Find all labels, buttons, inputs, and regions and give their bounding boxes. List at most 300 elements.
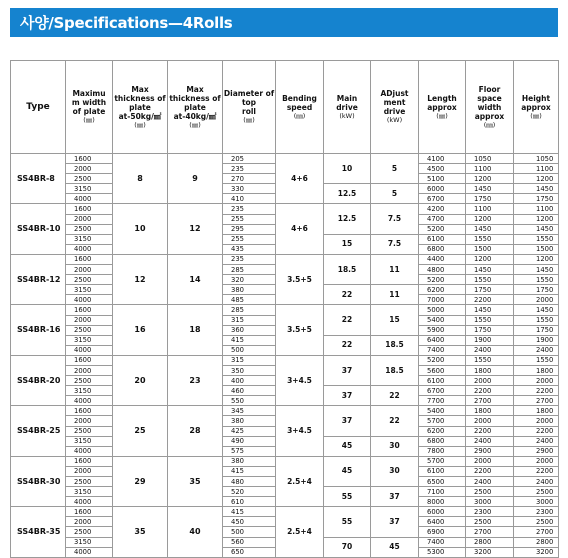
height-cell: 2400 bbox=[514, 436, 559, 446]
max-width-cell: 4000 bbox=[66, 547, 113, 557]
roll-diameter-cell: 410 bbox=[223, 194, 276, 204]
page-title: 사양/Specifications—4Rolls bbox=[10, 8, 558, 37]
thickness-50-cell: 29 bbox=[113, 456, 168, 506]
adjustment-drive-cell: 22 bbox=[371, 406, 419, 436]
header-main-drive bbox=[324, 61, 371, 154]
thickness-40-cell: 23 bbox=[168, 355, 223, 405]
thickness-50-cell: 12 bbox=[113, 254, 168, 304]
length-cell: 7700 bbox=[419, 396, 466, 406]
height-cell: 2200 bbox=[514, 426, 559, 436]
bending-speed-cell: 3.5+5 bbox=[276, 254, 324, 304]
floor-space-cell: 2400 bbox=[466, 477, 514, 487]
max-width-cell: 3150 bbox=[66, 184, 113, 194]
adjustment-drive-cell: 22 bbox=[371, 386, 419, 406]
roll-diameter-cell: 285 bbox=[223, 305, 276, 315]
max-width-cell: 4000 bbox=[66, 446, 113, 456]
max-width-cell: 1600 bbox=[66, 254, 113, 264]
height-cell: 1750 bbox=[514, 194, 559, 204]
header-label: Type bbox=[26, 101, 50, 112]
main-drive-cell: 12.5 bbox=[324, 184, 371, 204]
height-cell: 2000 bbox=[514, 416, 559, 426]
main-drive-cell: 70 bbox=[324, 537, 371, 557]
header-unit: (㎜) bbox=[83, 116, 95, 124]
roll-diameter-cell: 235 bbox=[223, 164, 276, 174]
height-cell: 2000 bbox=[514, 456, 559, 466]
header-unit: (㎜) bbox=[530, 111, 542, 120]
length-cell: 5700 bbox=[419, 416, 466, 426]
floor-space-cell: 1450 bbox=[466, 184, 514, 194]
height-cell: 2000 bbox=[514, 376, 559, 386]
max-width-cell: 2000 bbox=[66, 214, 113, 224]
main-drive-cell: 55 bbox=[324, 507, 371, 537]
floor-space-cell: 1550 bbox=[466, 275, 514, 285]
max-width-cell: 1600 bbox=[66, 355, 113, 365]
roll-diameter-cell: 485 bbox=[223, 295, 276, 305]
roll-diameter-cell: 500 bbox=[223, 527, 276, 537]
max-width-cell: 2500 bbox=[66, 275, 113, 285]
length-cell: 5900 bbox=[419, 325, 466, 335]
header-unit: (㎜) bbox=[243, 116, 255, 124]
bending-speed-cell: 3.5+5 bbox=[276, 305, 324, 355]
roll-diameter-cell: 270 bbox=[223, 174, 276, 184]
length-cell: 7400 bbox=[419, 345, 466, 355]
height-cell: 1050 bbox=[514, 154, 559, 164]
specifications-table bbox=[10, 60, 559, 558]
header-label: ADjust ment drive bbox=[380, 89, 409, 116]
roll-diameter-cell: 415 bbox=[223, 335, 276, 345]
type-cell: SS4BR-10 bbox=[11, 204, 66, 254]
adjustment-drive-cell: 11 bbox=[371, 285, 419, 305]
max-width-cell: 1600 bbox=[66, 456, 113, 466]
length-cell: 6200 bbox=[419, 285, 466, 295]
header-unit: (㎜) bbox=[436, 111, 448, 120]
roll-diameter-cell: 345 bbox=[223, 406, 276, 416]
header-max-thickness-50 bbox=[113, 61, 168, 154]
length-cell: 6100 bbox=[419, 466, 466, 476]
height-cell: 2200 bbox=[514, 466, 559, 476]
adjustment-drive-cell: 18.5 bbox=[371, 355, 419, 385]
length-cell: 5300 bbox=[419, 547, 466, 557]
thickness-40-cell: 35 bbox=[168, 456, 223, 506]
max-width-cell: 4000 bbox=[66, 295, 113, 305]
thickness-50-cell: 10 bbox=[113, 204, 168, 254]
roll-diameter-cell: 235 bbox=[223, 254, 276, 264]
table-body bbox=[11, 154, 559, 558]
floor-space-cell: 1200 bbox=[466, 214, 514, 224]
thickness-40-cell: 9 bbox=[168, 154, 223, 204]
roll-diameter-cell: 320 bbox=[223, 275, 276, 285]
height-cell: 1200 bbox=[514, 254, 559, 264]
height-cell: 3000 bbox=[514, 497, 559, 507]
type-cell: SS4BR-35 bbox=[11, 507, 66, 557]
type-cell: SS4BR-20 bbox=[11, 355, 66, 405]
header-top-roll-diameter bbox=[223, 61, 276, 154]
floor-space-cell: 3000 bbox=[466, 497, 514, 507]
max-width-cell: 3150 bbox=[66, 386, 113, 396]
adjustment-drive-cell: 11 bbox=[371, 254, 419, 284]
max-width-cell: 4000 bbox=[66, 194, 113, 204]
height-cell: 3200 bbox=[514, 547, 559, 557]
header-length bbox=[419, 61, 466, 154]
max-width-cell: 1600 bbox=[66, 154, 113, 164]
length-cell: 8000 bbox=[419, 497, 466, 507]
length-cell: 6800 bbox=[419, 436, 466, 446]
main-drive-cell: 45 bbox=[324, 456, 371, 486]
length-cell: 6100 bbox=[419, 234, 466, 244]
height-cell: 2200 bbox=[514, 386, 559, 396]
floor-space-cell: 1100 bbox=[466, 164, 514, 174]
length-cell: 4400 bbox=[419, 254, 466, 264]
header-unit: (㎜) bbox=[189, 120, 201, 129]
table-row bbox=[11, 406, 559, 416]
type-cell: SS4BR-16 bbox=[11, 305, 66, 355]
max-width-cell: 3150 bbox=[66, 234, 113, 244]
roll-diameter-cell: 255 bbox=[223, 234, 276, 244]
roll-diameter-cell: 575 bbox=[223, 446, 276, 456]
max-width-cell: 2000 bbox=[66, 365, 113, 375]
floor-space-cell: 1750 bbox=[466, 325, 514, 335]
type-cell: SS4BR-8 bbox=[11, 154, 66, 204]
type-cell: SS4BR-30 bbox=[11, 456, 66, 506]
roll-diameter-cell: 610 bbox=[223, 497, 276, 507]
height-cell: 1500 bbox=[514, 244, 559, 254]
roll-diameter-cell: 350 bbox=[223, 365, 276, 375]
height-cell: 1550 bbox=[514, 275, 559, 285]
roll-diameter-cell: 380 bbox=[223, 285, 276, 295]
floor-space-cell: 1550 bbox=[466, 315, 514, 325]
floor-space-cell: 1750 bbox=[466, 285, 514, 295]
max-width-cell: 2500 bbox=[66, 325, 113, 335]
height-cell: 1750 bbox=[514, 285, 559, 295]
floor-space-cell: 1450 bbox=[466, 265, 514, 275]
length-cell: 7000 bbox=[419, 295, 466, 305]
max-width-cell: 2500 bbox=[66, 224, 113, 234]
roll-diameter-cell: 490 bbox=[223, 436, 276, 446]
thickness-40-cell: 14 bbox=[168, 254, 223, 304]
thickness-50-cell: 35 bbox=[113, 507, 168, 557]
length-cell: 5600 bbox=[419, 365, 466, 375]
adjustment-drive-cell: 18.5 bbox=[371, 335, 419, 355]
length-cell: 5200 bbox=[419, 355, 466, 365]
height-cell: 2000 bbox=[514, 295, 559, 305]
max-width-cell: 4000 bbox=[66, 345, 113, 355]
length-cell: 5700 bbox=[419, 456, 466, 466]
floor-space-cell: 1800 bbox=[466, 365, 514, 375]
header-height bbox=[514, 61, 559, 154]
floor-space-cell: 2500 bbox=[466, 517, 514, 527]
adjustment-drive-cell: 45 bbox=[371, 537, 419, 557]
length-cell: 6400 bbox=[419, 517, 466, 527]
thickness-40-cell: 12 bbox=[168, 204, 223, 254]
roll-diameter-cell: 255 bbox=[223, 214, 276, 224]
floor-space-cell: 2400 bbox=[466, 345, 514, 355]
main-drive-cell: 15 bbox=[324, 234, 371, 254]
main-drive-cell: 55 bbox=[324, 487, 371, 507]
header-max-thickness-40 bbox=[168, 61, 223, 154]
table-row bbox=[11, 507, 559, 517]
roll-diameter-cell: 380 bbox=[223, 456, 276, 466]
roll-diameter-cell: 450 bbox=[223, 517, 276, 527]
max-width-cell: 2500 bbox=[66, 174, 113, 184]
floor-space-cell: 2000 bbox=[466, 456, 514, 466]
header-type bbox=[11, 61, 66, 154]
floor-space-cell: 2000 bbox=[466, 376, 514, 386]
thickness-50-cell: 16 bbox=[113, 305, 168, 355]
length-cell: 7400 bbox=[419, 537, 466, 547]
table-row bbox=[11, 254, 559, 264]
max-width-cell: 2000 bbox=[66, 517, 113, 527]
max-width-cell: 2500 bbox=[66, 477, 113, 487]
height-cell: 1550 bbox=[514, 315, 559, 325]
height-cell: 1450 bbox=[514, 184, 559, 194]
header-label: Height approx bbox=[521, 93, 551, 112]
length-cell: 6700 bbox=[419, 194, 466, 204]
main-drive-cell: 12.5 bbox=[324, 204, 371, 234]
table-header-row bbox=[11, 61, 559, 154]
max-width-cell: 4000 bbox=[66, 396, 113, 406]
type-cell: SS4BR-12 bbox=[11, 254, 66, 304]
height-cell: 2700 bbox=[514, 396, 559, 406]
max-width-cell: 3150 bbox=[66, 335, 113, 345]
main-drive-cell: 22 bbox=[324, 335, 371, 355]
max-width-cell: 1600 bbox=[66, 305, 113, 315]
max-width-cell: 1600 bbox=[66, 507, 113, 517]
floor-space-cell: 1050 bbox=[466, 154, 514, 164]
table-row bbox=[11, 456, 559, 466]
height-cell: 2800 bbox=[514, 537, 559, 547]
max-width-cell: 2000 bbox=[66, 416, 113, 426]
length-cell: 6800 bbox=[419, 244, 466, 254]
height-cell: 2500 bbox=[514, 487, 559, 497]
roll-diameter-cell: 650 bbox=[223, 547, 276, 557]
header-unit: (kW) bbox=[386, 116, 403, 124]
table-row bbox=[11, 355, 559, 365]
header-bending-speed bbox=[276, 61, 324, 154]
thickness-40-cell: 28 bbox=[168, 406, 223, 456]
bending-speed-cell: 4+6 bbox=[276, 154, 324, 204]
height-cell: 1900 bbox=[514, 335, 559, 345]
adjustment-drive-cell: 37 bbox=[371, 507, 419, 537]
main-drive-cell: 37 bbox=[324, 406, 371, 436]
adjustment-drive-cell: 7.5 bbox=[371, 234, 419, 254]
header-label: Bending speed bbox=[282, 93, 317, 112]
height-cell: 2400 bbox=[514, 477, 559, 487]
max-width-cell: 2000 bbox=[66, 315, 113, 325]
floor-space-cell: 1550 bbox=[466, 234, 514, 244]
adjustment-drive-cell: 15 bbox=[371, 305, 419, 335]
header-label: Max thickness of plate at-40kg/㎟ bbox=[169, 84, 221, 121]
floor-space-cell: 2000 bbox=[466, 416, 514, 426]
thickness-40-cell: 40 bbox=[168, 507, 223, 557]
roll-diameter-cell: 415 bbox=[223, 507, 276, 517]
floor-space-cell: 1200 bbox=[466, 254, 514, 264]
floor-space-cell: 2800 bbox=[466, 537, 514, 547]
length-cell: 6100 bbox=[419, 376, 466, 386]
length-cell: 6000 bbox=[419, 184, 466, 194]
floor-space-cell: 1100 bbox=[466, 204, 514, 214]
floor-space-cell: 1450 bbox=[466, 224, 514, 234]
floor-space-cell: 1900 bbox=[466, 335, 514, 345]
max-width-cell: 2000 bbox=[66, 265, 113, 275]
header-label: Max thickness of plate at-50kg/㎟ bbox=[114, 84, 166, 121]
roll-diameter-cell: 560 bbox=[223, 537, 276, 547]
header-unit: (kW) bbox=[339, 111, 355, 120]
floor-space-cell: 1550 bbox=[466, 355, 514, 365]
height-cell: 1450 bbox=[514, 224, 559, 234]
max-width-cell: 2500 bbox=[66, 426, 113, 436]
adjustment-drive-cell: 30 bbox=[371, 436, 419, 456]
roll-diameter-cell: 435 bbox=[223, 244, 276, 254]
floor-space-cell: 1500 bbox=[466, 244, 514, 254]
length-cell: 5400 bbox=[419, 315, 466, 325]
floor-space-cell: 2200 bbox=[466, 426, 514, 436]
length-cell: 7100 bbox=[419, 487, 466, 497]
thickness-50-cell: 8 bbox=[113, 154, 168, 204]
length-cell: 6400 bbox=[419, 335, 466, 345]
height-cell: 1450 bbox=[514, 265, 559, 275]
height-cell: 1550 bbox=[514, 355, 559, 365]
max-width-cell: 4000 bbox=[66, 497, 113, 507]
adjustment-drive-cell: 5 bbox=[371, 154, 419, 184]
length-cell: 6000 bbox=[419, 507, 466, 517]
length-cell: 4500 bbox=[419, 164, 466, 174]
floor-space-cell: 1750 bbox=[466, 194, 514, 204]
length-cell: 7800 bbox=[419, 446, 466, 456]
max-width-cell: 3150 bbox=[66, 436, 113, 446]
header-floor-space-width bbox=[466, 61, 514, 154]
thickness-50-cell: 20 bbox=[113, 355, 168, 405]
header-label: Maximu m width of plate bbox=[71, 89, 107, 116]
roll-diameter-cell: 235 bbox=[223, 204, 276, 214]
height-cell: 1200 bbox=[514, 214, 559, 224]
length-cell: 4200 bbox=[419, 204, 466, 214]
height-cell: 1100 bbox=[514, 164, 559, 174]
max-width-cell: 1600 bbox=[66, 406, 113, 416]
bending-speed-cell: 4+6 bbox=[276, 204, 324, 254]
height-cell: 1100 bbox=[514, 204, 559, 214]
main-drive-cell: 37 bbox=[324, 386, 371, 406]
floor-space-cell: 2700 bbox=[466, 396, 514, 406]
height-cell: 1450 bbox=[514, 305, 559, 315]
length-cell: 4700 bbox=[419, 214, 466, 224]
header-label: Diameter of top roll bbox=[223, 89, 275, 116]
max-width-cell: 3150 bbox=[66, 285, 113, 295]
length-cell: 6500 bbox=[419, 477, 466, 487]
length-cell: 4100 bbox=[419, 154, 466, 164]
roll-diameter-cell: 520 bbox=[223, 487, 276, 497]
bending-speed-cell: 2.5+4 bbox=[276, 456, 324, 506]
max-width-cell: 1600 bbox=[66, 204, 113, 214]
height-cell: 1800 bbox=[514, 406, 559, 416]
height-cell: 2500 bbox=[514, 517, 559, 527]
main-drive-cell: 37 bbox=[324, 355, 371, 385]
roll-diameter-cell: 480 bbox=[223, 477, 276, 487]
adjustment-drive-cell: 7.5 bbox=[371, 204, 419, 234]
max-width-cell: 2000 bbox=[66, 164, 113, 174]
length-cell: 5400 bbox=[419, 406, 466, 416]
bending-speed-cell: 2.5+4 bbox=[276, 507, 324, 557]
main-drive-cell: 18.5 bbox=[324, 254, 371, 284]
height-cell: 1550 bbox=[514, 234, 559, 244]
height-cell: 2900 bbox=[514, 446, 559, 456]
header-unit: (㎜) bbox=[134, 120, 146, 129]
roll-diameter-cell: 460 bbox=[223, 386, 276, 396]
length-cell: 5000 bbox=[419, 305, 466, 315]
floor-space-cell: 1200 bbox=[466, 174, 514, 184]
main-drive-cell: 22 bbox=[324, 285, 371, 305]
roll-diameter-cell: 500 bbox=[223, 345, 276, 355]
header-unit: (㎜) bbox=[293, 111, 306, 120]
main-drive-cell: 45 bbox=[324, 436, 371, 456]
header-adjustment-drive bbox=[371, 61, 419, 154]
max-width-cell: 4000 bbox=[66, 244, 113, 254]
table-row bbox=[11, 154, 559, 164]
table-row bbox=[11, 204, 559, 214]
height-cell: 1800 bbox=[514, 365, 559, 375]
header-max-width bbox=[66, 61, 113, 154]
header-unit: (㎜) bbox=[483, 120, 496, 129]
max-width-cell: 2000 bbox=[66, 466, 113, 476]
type-cell: SS4BR-25 bbox=[11, 406, 66, 456]
floor-space-cell: 2500 bbox=[466, 487, 514, 497]
roll-diameter-cell: 425 bbox=[223, 426, 276, 436]
table-row bbox=[11, 305, 559, 315]
max-width-cell: 3150 bbox=[66, 537, 113, 547]
height-cell: 2400 bbox=[514, 345, 559, 355]
length-cell: 5100 bbox=[419, 174, 466, 184]
floor-space-cell: 2300 bbox=[466, 507, 514, 517]
floor-space-cell: 2700 bbox=[466, 527, 514, 537]
adjustment-drive-cell: 37 bbox=[371, 487, 419, 507]
height-cell: 1200 bbox=[514, 174, 559, 184]
roll-diameter-cell: 550 bbox=[223, 396, 276, 406]
roll-diameter-cell: 315 bbox=[223, 315, 276, 325]
length-cell: 6700 bbox=[419, 386, 466, 396]
adjustment-drive-cell: 30 bbox=[371, 456, 419, 486]
bending-speed-cell: 3+4.5 bbox=[276, 406, 324, 456]
roll-diameter-cell: 285 bbox=[223, 265, 276, 275]
max-width-cell: 2500 bbox=[66, 527, 113, 537]
roll-diameter-cell: 315 bbox=[223, 355, 276, 365]
length-cell: 6900 bbox=[419, 527, 466, 537]
floor-space-cell: 2200 bbox=[466, 466, 514, 476]
height-cell: 1750 bbox=[514, 325, 559, 335]
roll-diameter-cell: 295 bbox=[223, 224, 276, 234]
floor-space-cell: 2900 bbox=[466, 446, 514, 456]
floor-space-cell: 3200 bbox=[466, 547, 514, 557]
max-width-cell: 3150 bbox=[66, 487, 113, 497]
thickness-50-cell: 25 bbox=[113, 406, 168, 456]
main-drive-cell: 10 bbox=[324, 154, 371, 184]
adjustment-drive-cell: 5 bbox=[371, 184, 419, 204]
floor-space-cell: 2200 bbox=[466, 386, 514, 396]
header-label: Floor space width approx bbox=[474, 84, 505, 121]
floor-space-cell: 1800 bbox=[466, 406, 514, 416]
height-cell: 2700 bbox=[514, 527, 559, 537]
height-cell: 2300 bbox=[514, 507, 559, 517]
roll-diameter-cell: 380 bbox=[223, 416, 276, 426]
roll-diameter-cell: 205 bbox=[223, 154, 276, 164]
bending-speed-cell: 3+4.5 bbox=[276, 355, 324, 405]
roll-diameter-cell: 415 bbox=[223, 466, 276, 476]
length-cell: 6200 bbox=[419, 426, 466, 436]
length-cell: 5200 bbox=[419, 224, 466, 234]
floor-space-cell: 1450 bbox=[466, 305, 514, 315]
roll-diameter-cell: 400 bbox=[223, 376, 276, 386]
length-cell: 5200 bbox=[419, 275, 466, 285]
header-label: Length approx bbox=[427, 93, 457, 112]
main-drive-cell: 22 bbox=[324, 305, 371, 335]
